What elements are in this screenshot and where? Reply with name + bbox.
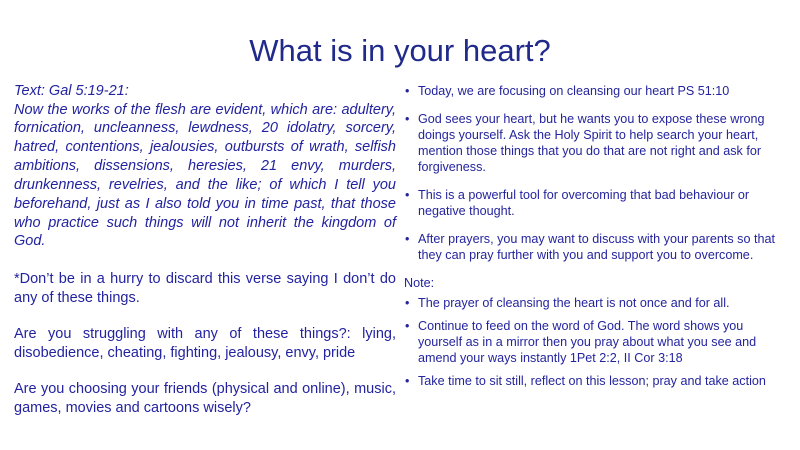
list-item: • After prayers, you may want to discuss with your parents so that they can pray further with you and support you to overcome. xyxy=(404,232,790,264)
list-item: • This is a powerful tool for overcoming that bad behaviour or negative thought. xyxy=(404,188,790,220)
note-bullet-list xyxy=(404,296,790,390)
spacer xyxy=(14,308,396,325)
list-item: • The prayer of cleansing the heart is not once and for all. xyxy=(404,296,790,312)
left-text-column xyxy=(14,82,396,417)
spacer xyxy=(14,251,396,270)
note-hurry-text: *Don’t be in a hurry to discard this verse saying I don’t do any of these things. xyxy=(14,271,396,307)
list-item: • Continue to feed on the word of God. The word shows you yourself as in a mirror then you pray about what you see and amend your ways instantly 1Pet 2:2, II Cor 3:18 xyxy=(404,319,790,367)
scripture-text: Now the works of the flesh are evident, which are: adultery, fornication, uncleanness, lewdness, 20 idolatry, sorcery, hatred, contentions, jealousies, outbursts of wrath, selfish ambitions, dissensions, heresies, 21 envy, murders, drunkenness, revelries, and the like; of which I tell you beforehand, just as I also told you in time past, that those who practice such things will not inherit the kingdom of God. xyxy=(14,101,396,250)
question-struggling-text: Are you struggling with any of these things?: lying, disobedience, cheating, fighting, jealousy, envy, pride xyxy=(14,325,396,361)
list-item: • God sees your heart, but he wants you to expose these wrong doings yourself. Ask the Holy Spirit to help search your heart, mention those things that you do that are not right and ask for forgiveness. xyxy=(404,112,790,176)
question-choosing-text: Are you choosing your friends (physical and online), music, games, movies and cartoons wisely? xyxy=(14,380,396,416)
spacer xyxy=(14,363,396,380)
scripture-reference: Text: Gal 5:19-21: xyxy=(14,83,129,99)
main-bullet-list xyxy=(404,84,790,264)
page-title: What is in your heart? xyxy=(249,33,551,68)
list-item: • Today, we are focusing on cleansing our heart PS 51:10 xyxy=(404,84,790,100)
right-text-column xyxy=(404,84,790,397)
list-item: • Take time to sit still, reflect on this lesson; pray and take action xyxy=(404,374,790,390)
note-label: Note: xyxy=(404,275,435,290)
